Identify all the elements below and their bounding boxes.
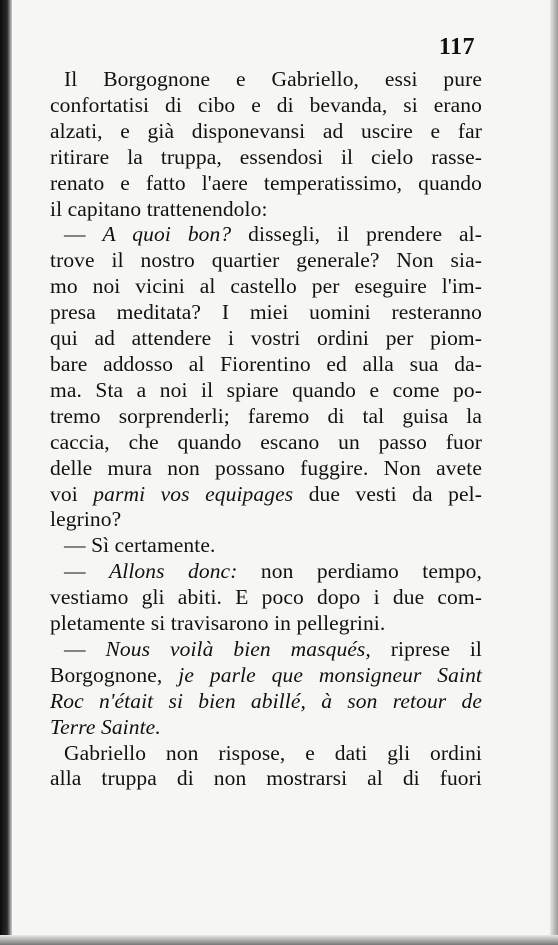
text-run: bare addosso al Fiorentino ed alla sua da- [50,351,482,376]
text-run: qui ad attendere i vostri ordini per piom- [50,326,482,351]
text-line [50,430,482,456]
text-line [50,93,482,119]
text-line [50,404,482,430]
page-bottom-edge [0,935,558,945]
text-line [50,171,482,197]
text-run: trove il nostro quartier generale? Non sia- [50,248,482,273]
italic-text: A quoi bon? [102,222,232,247]
text-run: pletamente si travisarono in pellegrini. [50,611,386,636]
text-run: — [64,222,103,247]
text-line [50,145,482,171]
text-run: legrino? [50,507,122,532]
text-run: voi [50,481,94,506]
text-run: — Sì certamente. [64,533,216,558]
italic-text: Terre Sainte. [50,714,161,739]
text-run: — [64,636,106,661]
text-line [50,300,482,326]
text-run: Borgognone, [50,662,179,687]
italic-text: je parle que monsigneur Saint [178,662,482,687]
text-run: ritirare la truppa, essendosi il cielo rasse- [50,144,482,169]
text-line [50,248,482,274]
text-line [50,611,482,637]
text-line [50,507,482,533]
text-line [50,715,482,741]
text-run: ma. Sta a noi il spiare quando e come po- [50,377,482,402]
italic-text: Allons donc: [109,559,238,584]
text-line [50,766,482,792]
text-run: renato e fatto l'aere temperatissimo, quando [50,170,482,195]
text-run: presa meditata? I miei uomini resteranno [50,300,482,325]
page-number: 117 [438,34,475,60]
italic-text: parmi vos equipages [93,481,294,506]
text-line [50,274,482,300]
text-line [50,197,482,223]
text-run: caccia, che quando escano un passo fuor [50,429,482,454]
text-line [50,689,482,715]
italic-text: Nous voilà bien masqués, [105,636,371,661]
text-line [50,482,482,508]
text-line [50,326,482,352]
text-run: Il Borgognone e Gabriello, essi pure [64,67,482,91]
text-run: alla truppa di non mostrarsi al di fuori [50,766,482,791]
text-run: delle mura non possano fuggire. Non avete [50,455,482,480]
text-run: tremo sorprenderli; faremo di tal guisa la [50,403,482,428]
text-line [50,378,482,404]
text-line [50,637,482,663]
page-right-edge [550,0,558,945]
text-line [50,352,482,378]
text-line [50,533,482,559]
text-run: mo noi vicini al castello per eseguire l'im- [50,274,482,299]
text-line [50,559,482,585]
text-line [50,585,482,611]
text-run: non perdiamo tempo, [237,559,482,584]
text-run: vestiamo gli abiti. E poco dopo i due com- [50,585,482,610]
italic-text: Roc n'était si bien abillé, à son retour de [50,688,482,713]
text-run: riprese il [370,636,483,661]
text-run: Gabriello non rispose, e dati gli ordini [64,740,482,765]
text-run: alzati, e già disponevansi ad uscire e far [50,118,482,143]
text-run: — [64,559,110,584]
text-run: il capitano trattenendolo: [50,196,268,221]
text-line [50,663,482,689]
text-run: confortatisi di cibo e di bevanda, si erano [50,92,482,117]
page-spine-shadow [0,0,12,945]
text-run: dissegli, il prendere al- [231,222,482,247]
text-line [50,741,482,767]
text-line [50,222,482,248]
text-line [50,67,482,93]
text-line [50,119,482,145]
text-line [50,456,482,482]
body-text [50,67,482,792]
text-run: due vesti da pel- [293,481,482,506]
